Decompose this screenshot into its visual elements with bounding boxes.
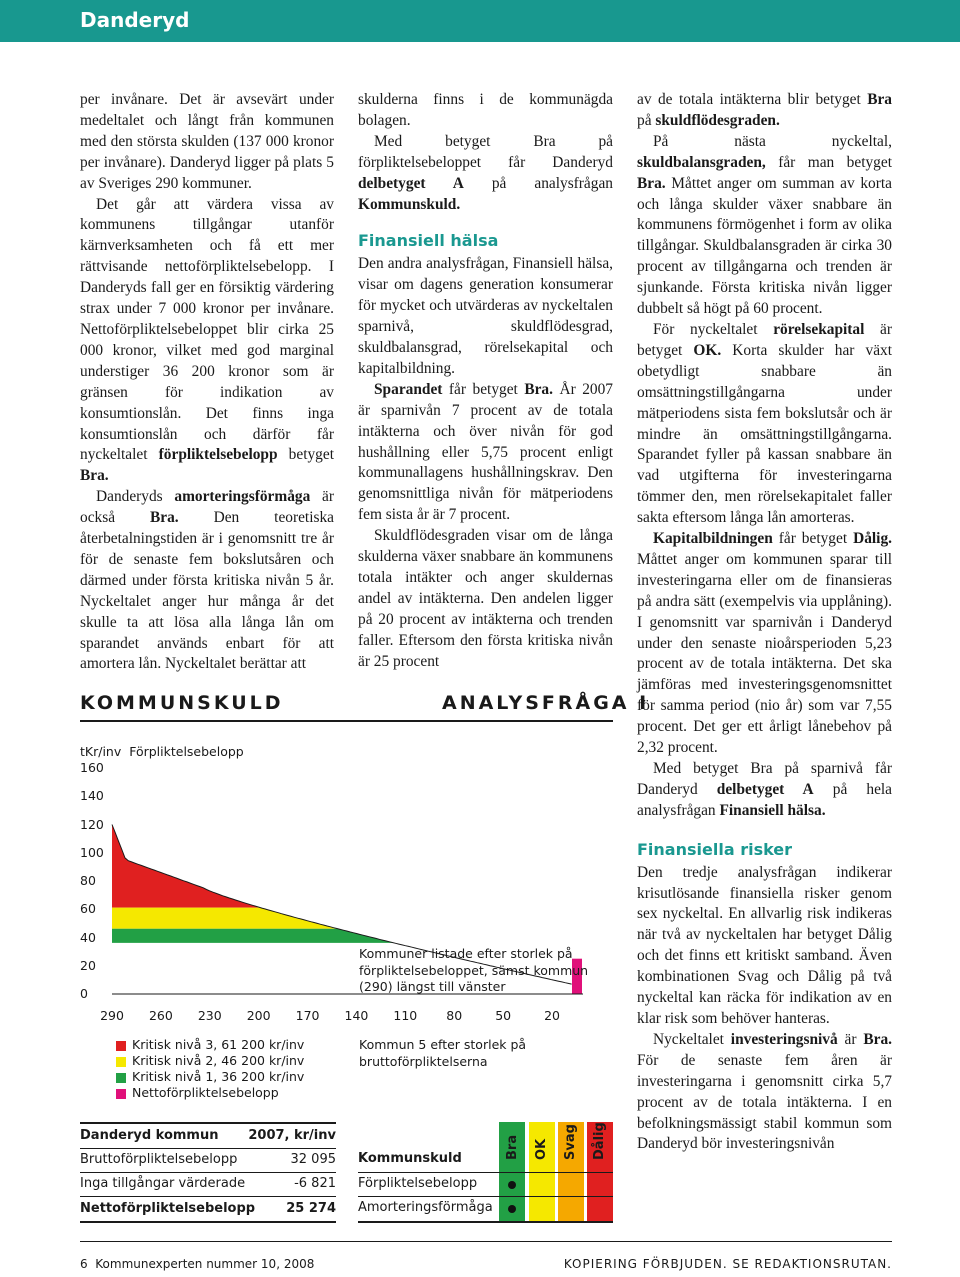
paragraph: Skuldflödesgraden visar om de långa skulderna växer snabbare än kommunens totala intäkter och anger skuldernas andel av intäkterna. Den andelen ligger på 20 procent av intäkterna och trenden faller. Eftersom den första kritiska nivån är 25 procent bbox=[358, 527, 613, 670]
x-tick-label: 290 bbox=[100, 1008, 124, 1023]
x-tick-label: 110 bbox=[393, 1008, 418, 1023]
legend-swatch bbox=[116, 1089, 126, 1099]
section-heading: Finansiell hälsa bbox=[358, 231, 499, 251]
section-heading: Finansiella risker bbox=[637, 839, 793, 859]
legend-item bbox=[116, 1085, 279, 1101]
paragraph: Danderyds amorteringsförmåga är också Bra. Den teoretiska återbetalningstiden är i genomsnitt tre år för de senaste fem bokslutsåren och därmed under första kritiska nivån 5 år. Nyckeltalet anger hur många år det skulle ta att lösa alla långa lån om sparandet används enbart för att amortera lån. Nyckeltalet berättar att bbox=[80, 488, 335, 673]
legend-label: Kritisk nivå 2, 46 200 kr/inv bbox=[132, 1053, 305, 1068]
y-tick-label: 60 bbox=[80, 901, 96, 917]
rating-dot bbox=[508, 1181, 516, 1189]
summary-total-row: Nettoförpliktelsebelopp 25 274 bbox=[80, 1201, 336, 1216]
rating-row-label: Amorteringsförmåga bbox=[358, 1200, 493, 1215]
legend-item bbox=[116, 1069, 304, 1085]
legend-swatch bbox=[116, 1041, 126, 1051]
critical-level-3-area bbox=[112, 825, 259, 908]
y-tick-label: 20 bbox=[80, 957, 96, 973]
chart-annotation: Kommuner listade efter storlek på förpliktelsebeloppet, sämst kommun (290) längst till vänster bbox=[359, 946, 589, 994]
legend-swatch bbox=[116, 1073, 126, 1083]
paragraph: skulderna finns i de kommunägda bolagen. bbox=[358, 91, 613, 129]
x-tick-label: 200 bbox=[246, 1008, 271, 1023]
rating-row-label: Förpliktelsebelopp bbox=[358, 1176, 478, 1191]
chart-annotation: Kommun 5 efter storlek på bruttoförpliktelserna bbox=[359, 1037, 527, 1069]
y-tick-label: 140 bbox=[80, 788, 104, 804]
section-title-analysfraga: ANALYSFRÅGA I bbox=[442, 692, 650, 714]
legend-label: Kritisk nivå 3, 61 200 kr/inv bbox=[132, 1037, 305, 1052]
legend-swatch bbox=[116, 1057, 126, 1067]
footer-left: 6 Kommunexperten nummer 10, 2008 bbox=[80, 1257, 315, 1271]
section-title-kommunskuld: KOMMUNSKULD bbox=[80, 692, 284, 714]
legend-item bbox=[116, 1037, 304, 1053]
paragraph: Sparandet får betyget Bra. År 2007 är sparnivån 7 procent av de totala intäkterna och över nivån för god hushållning eller 5,75 procent enligt kommunallagens hushållningskrav. Den genomsnittliga nivån för mätperiodens fem sista år är 7 procent. bbox=[358, 380, 613, 524]
paragraph: av de totala intäkterna blir betyget Bra på skuldflödesgraden. bbox=[637, 91, 892, 129]
rating-header-bra: Bra bbox=[505, 1134, 520, 1160]
footer-notice: KOPIERING FÖRBJUDEN. SE REDAKTIONSRUTAN. bbox=[563, 1257, 892, 1271]
rating-header-ok: OK bbox=[534, 1138, 549, 1160]
x-tick-label: 170 bbox=[295, 1008, 320, 1023]
x-tick-label: 230 bbox=[197, 1008, 222, 1023]
legend-item bbox=[116, 1053, 304, 1069]
x-tick-label: 20 bbox=[544, 1008, 560, 1023]
x-tick-label: 140 bbox=[344, 1008, 369, 1023]
paragraph: Den tredje analysfrågan indikerar krisutlösande finansiella risker genom sex nyckeltal. En allvarlig risk indikeras när två av nyckeltalen har betyget Dålig och det finns ett kritiskt samband. Även kombinationen Svag och Dålig på två nyckeltal kan räcka för indikation av en klar risk som behöver hanteras. bbox=[637, 863, 892, 1027]
critical-level-1-area bbox=[112, 929, 392, 943]
critical-level-2-area bbox=[112, 908, 337, 929]
paragraph: Kapitalbildningen får betyget Dålig. Måttet anger om kommunen sparar till investeringarna eller om de finansieras på andra sätt (exempelvis via upplåning). I genomsnitt var sparnivån i Danderyd under den senaste nioårsperioden 5,23 procent av de totala intäkterna. Det ska jämföras med investeringsgenomsnittet för samma period (nio år) som var 7,55 procent. Det ger ett årligt lånebehov på 2,32 procent. bbox=[637, 530, 892, 757]
table-rule bbox=[358, 1221, 613, 1223]
municipality-title: Danderyd bbox=[80, 8, 190, 32]
chart-y-unit: tKr/inv Förpliktelsebelopp bbox=[80, 744, 244, 759]
summary-title-row: Danderyd kommun 2007, kr/inv bbox=[80, 1128, 336, 1143]
y-tick-label: 160 bbox=[80, 760, 104, 775]
paragraph: Med betyget Bra på förpliktelsebeloppet får Danderyd delbetyget A på analysfrågan Kommunskuld. bbox=[358, 132, 613, 213]
x-tick-label: 50 bbox=[495, 1008, 512, 1023]
table-bottom-rule bbox=[80, 1221, 336, 1223]
y-tick-label: 40 bbox=[80, 929, 96, 945]
y-tick-label: 120 bbox=[80, 816, 104, 832]
y-tick-label: 100 bbox=[80, 844, 104, 860]
rating-dot bbox=[508, 1205, 516, 1213]
paragraph: För nyckeltalet rörelsekapital är betyget OK. Korta skulder har växt obetydligt snabbare än omsättningstillgångarna under mätperiodens sista fem bokslutsår och är mindre än omsättningstillgångarna. Sparandet fyller på kassan snabbare än vad utgifterna för investeringarna tömmer den, men rörelsekapitalet faller sakta eftersom långa lån amorteras. bbox=[637, 320, 893, 527]
table-rule bbox=[358, 1196, 613, 1197]
table-rule bbox=[358, 1172, 613, 1173]
paragraph: Det går att värdera vissa av kommunens tillgångar utanför kärnverksamheten och få ett mer rättvisande nettoförpliktelsebelopp. I Danderyds fall ger en försiktig värdering strax under 7 000 kronor per invånare. Nettoförpliktelsebeloppet blir cirka 25 000 kronor, vilket med god marginal understiger 36 200 kronor som är gränsen för indikation av konsumtionslån. Det finns inga konsumtionslån och därför får nyckeltalet förpliktelsebelopp betyget Bra. bbox=[80, 195, 334, 485]
footer-rule bbox=[80, 1241, 892, 1242]
rating-header-svag: Svag bbox=[563, 1124, 578, 1160]
paragraph: På nästa nyckeltal, skuldbalansgraden, får man betyget Bra. Måttet anger om summan av korta och långa skulder växer snabbare än kommunens förmögenhet i form av olika tillgångar. Skuldbalansgraden är cirka 30 procent av tillgångarna och trenden är sjunkande. Första kritiska nivån ligger dubbelt så högt på 60 procent. bbox=[637, 132, 892, 318]
x-tick-label: 80 bbox=[446, 1008, 463, 1023]
summary-row: Inga tillgångar värderade -6 821 bbox=[80, 1176, 336, 1191]
paragraph: Med betyget Bra på sparnivå får Danderyd delbetyget A på hela analysfrågan Finansiell hälsa. bbox=[637, 760, 893, 819]
legend-label: Nettoförpliktelsebelopp bbox=[132, 1085, 279, 1100]
paragraph: Den andra analysfrågan, Finansiell hälsa, visar om dagens generation konsumerar för mycket och utvärderas av nyckeltalen sparnivå, skuldflödesgrad, skuldbalansgrad, rörelsekapital och kapitalbildning. bbox=[358, 255, 613, 377]
page-footer bbox=[0, 1250, 960, 1277]
y-tick-label: 0 bbox=[80, 986, 88, 1001]
rating-header-dalig: Dålig bbox=[592, 1122, 607, 1160]
paragraph: per invånare. Det är avsevärt under medeltalet och långt från kommunen med den största skulden (137 000 kronor per invånare). Danderyd ligger på plats 5 av Sveriges 290 kommuner. bbox=[80, 91, 334, 192]
x-tick-label: 260 bbox=[148, 1008, 173, 1023]
rating-title: Kommunskuld bbox=[358, 1151, 462, 1166]
y-tick-label: 80 bbox=[80, 873, 96, 888]
paragraph: Nyckeltalet investeringsnivå är Bra. För de senaste fem åren är investeringarna i genomsnitt cirka 5,7 procent av de totala intäkterna. I en befolkningsmässigt stabil kommun som Danderyd bör investeringsnivån bbox=[637, 1030, 892, 1153]
legend-label: Kritisk nivå 1, 36 200 kr/inv bbox=[132, 1069, 305, 1084]
summary-row: Bruttoförpliktelsebelopp 32 095 bbox=[80, 1152, 336, 1167]
